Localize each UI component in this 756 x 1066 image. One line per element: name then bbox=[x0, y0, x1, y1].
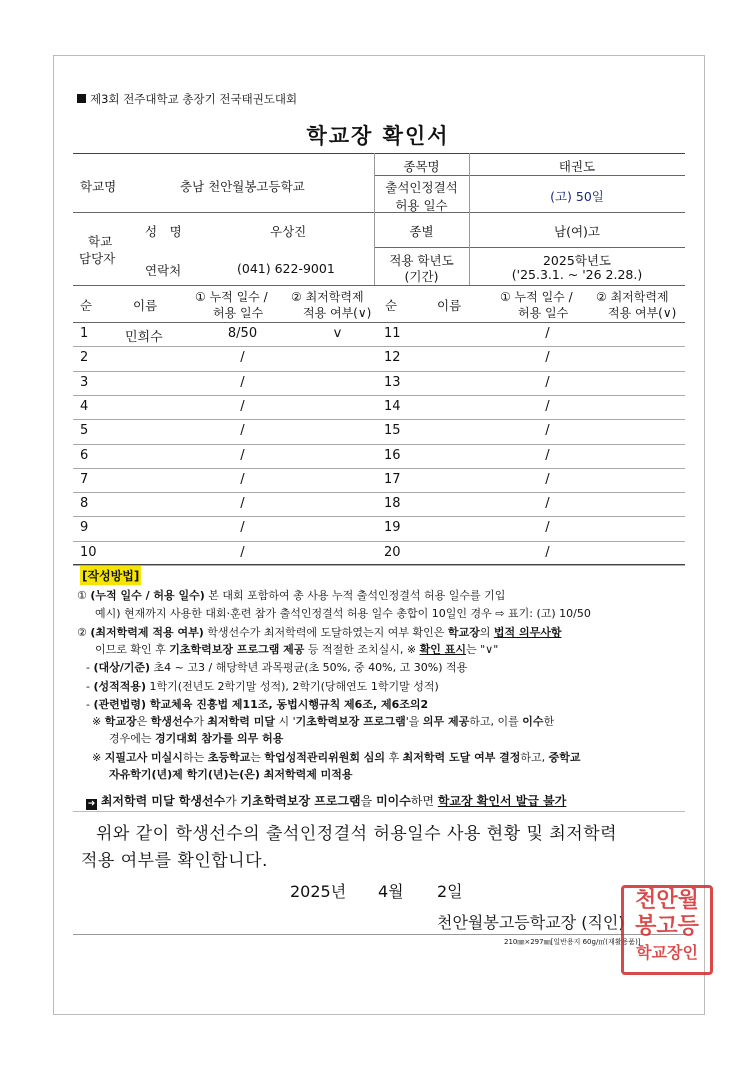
name-label: 성 명 bbox=[145, 224, 182, 239]
row-days: / bbox=[240, 398, 245, 414]
col-days-right: ① 누적 일수 / bbox=[500, 290, 573, 304]
row-number: 1 bbox=[80, 326, 89, 341]
row-days: / bbox=[240, 350, 245, 366]
event-label: 종목명 bbox=[403, 159, 440, 174]
allowed-days-label-2: 허용 일수 bbox=[395, 198, 448, 213]
rule bbox=[73, 153, 685, 154]
event-value: 태권도 bbox=[558, 159, 596, 174]
rule bbox=[73, 492, 685, 493]
row-number: 2 bbox=[80, 350, 89, 366]
row-days: / bbox=[545, 350, 550, 366]
row-days: / bbox=[240, 374, 245, 390]
gender-label: 종별 bbox=[409, 224, 434, 239]
rule bbox=[73, 371, 685, 372]
rule bbox=[73, 346, 685, 347]
page-title: 학교장 확인서 bbox=[306, 124, 450, 148]
gender-value: 남(여)고 bbox=[554, 224, 600, 239]
warning-line: ➜ 최저학력 미달 학생선수가 기초학력보장 프로그램을 미이수하면 학교장 확인서 발급 불가 bbox=[87, 794, 567, 809]
row-days: / bbox=[545, 447, 550, 463]
rule bbox=[73, 564, 685, 565]
row-number: 15 bbox=[384, 423, 401, 439]
col-min-right: ② 최저학력제 bbox=[596, 290, 669, 304]
rule bbox=[73, 541, 685, 542]
allowed-days-value: (고) 50일 bbox=[550, 189, 604, 204]
row-number: 18 bbox=[384, 496, 401, 512]
school-label: 학교명 bbox=[80, 179, 117, 194]
note-1-cont: 경우에는 경기대회 참가를 의무 허용 bbox=[109, 732, 284, 745]
row-number: 3 bbox=[80, 374, 89, 390]
col-min-left-2: 적용 여부(∨) bbox=[303, 306, 372, 320]
rule bbox=[73, 468, 685, 469]
col-days-left-2: 허용 일수 bbox=[213, 306, 264, 320]
rule bbox=[73, 285, 685, 286]
confirm-text: 위와 같이 학생선수의 출석인정결석 허용일수 사용 현황 및 최저학력 bbox=[96, 824, 618, 844]
row-number: 4 bbox=[80, 398, 89, 414]
col-no-right: 순 bbox=[385, 298, 398, 313]
contact-label: 연락처 bbox=[145, 263, 182, 278]
row-days: / bbox=[545, 520, 550, 536]
rule bbox=[73, 516, 685, 517]
row-days: / bbox=[545, 374, 550, 390]
year-label: 적용 학년도 bbox=[389, 253, 454, 268]
school-value: 충남 천안월봉고등학교 bbox=[180, 179, 305, 194]
signature-line: 천안월봉고등학교장 (직인) bbox=[437, 913, 625, 932]
method-item-1-example: 예시) 현재까지 사용한 대회·훈련 참가 출석인정결석 허용 일수 총합이 10일인 경우 ⇨ 표기: (고) 10/50 bbox=[95, 607, 591, 620]
row-number: 7 bbox=[80, 471, 89, 487]
row-days: / bbox=[240, 544, 245, 560]
rule bbox=[374, 175, 685, 176]
name-value: 우상진 bbox=[270, 224, 307, 239]
method-item-2-cont: 이므로 확인 후 기초학력보장 프로그램 제공 등 적절한 조치실시, ※ 확인 표시는 "∨" bbox=[95, 643, 499, 656]
year-value-2: ('25.3.1. ~ '26 2.28.) bbox=[511, 267, 643, 282]
date-year: 2025년 bbox=[290, 882, 347, 901]
row-number: 14 bbox=[384, 398, 401, 414]
row-days: / bbox=[545, 326, 550, 341]
rule bbox=[73, 322, 685, 323]
row-number: 12 bbox=[384, 350, 401, 366]
row-number: 20 bbox=[384, 544, 401, 560]
row-days: / bbox=[545, 544, 550, 560]
rule bbox=[73, 811, 685, 812]
row-name: 민희수 bbox=[125, 330, 163, 345]
row-days: / bbox=[545, 423, 550, 439]
row-number: 10 bbox=[80, 544, 97, 560]
note-2-cont: 자유학기(년)제 학기(년)는(은) 최저학력제 미적용 bbox=[109, 768, 353, 781]
paper-spec: 210㎜×297㎜[일반용지 60g/㎡(재활용품)] bbox=[504, 938, 641, 946]
row-number: 17 bbox=[384, 471, 401, 487]
rule bbox=[73, 419, 685, 420]
col-days-left: ① 누적 일수 / bbox=[195, 290, 268, 304]
row-days: / bbox=[240, 496, 245, 512]
red-seal-stamp: 천안월 봉고등 학교장인 bbox=[621, 885, 713, 975]
col-name-right: 이름 bbox=[437, 298, 462, 313]
row-number: 5 bbox=[80, 423, 89, 439]
method-item-1: ① (누적 일수 / 허용 일수) 본 대회 포함하여 총 사용 누적 출석인정결석 허용 일수를 기입 bbox=[77, 589, 506, 602]
row-days: / bbox=[240, 471, 245, 487]
note-1: ※ 학교장은 학생선수가 최저학력 미달 시 '기초학력보장 프로그램'을 의무 제공하고, 이를 이수한 bbox=[92, 715, 555, 728]
row-days: / bbox=[545, 398, 550, 414]
date-day: 2일 bbox=[437, 882, 463, 901]
col-min-left: ② 최저학력제 bbox=[291, 290, 364, 304]
rule bbox=[73, 565, 685, 566]
detail-grades: - (성적적용) 1학기(전년도 2학기말 성적), 2학기(당해연도 1학기말 성적) bbox=[86, 680, 439, 693]
row-days: / bbox=[545, 496, 550, 512]
method-heading: [작성방법] bbox=[80, 566, 141, 585]
row-days: / bbox=[240, 520, 245, 536]
rule bbox=[73, 934, 685, 935]
row-days: / bbox=[240, 447, 245, 463]
allowed-days-label: 출석인정결석 bbox=[385, 180, 458, 195]
col-min-right-2: 적용 여부(∨) bbox=[608, 306, 677, 320]
note-2: ※ 지필고사 미실시하는 초등학교는 학업성적관리위원회 심의 후 최저학력 도달 여부 결정하고, 중학교 bbox=[92, 751, 581, 764]
row-number: 19 bbox=[384, 520, 401, 536]
event-header bbox=[77, 91, 297, 107]
detail-law: - (관련법령) 학교체육 진흥법 제11조, 동법시행규칙 제6조, 제6조의2 bbox=[86, 698, 429, 711]
col-name-left: 이름 bbox=[133, 298, 158, 313]
detail-target: - (대상/기준) 초4 ~ 고3 / 해당학년 과목평균(초 50%, 중 40%, 고 30%) 적용 bbox=[86, 661, 468, 674]
rule bbox=[374, 247, 685, 248]
year-label-2: (기간) bbox=[404, 269, 439, 284]
event-header-text: 제3회 전주대학교 총장기 전국태권도대회 bbox=[90, 92, 298, 106]
col-no-left: 순 bbox=[80, 298, 93, 313]
manager-label: 학교 bbox=[88, 234, 113, 249]
manager-label-2: 담당자 bbox=[79, 251, 116, 266]
method-item-2: ② (최저학력제 적용 여부) 학생선수가 최저학력에 도달하였는지 여부 확인은 학교장의 법적 의무사항 bbox=[77, 626, 562, 639]
row-days: / bbox=[545, 471, 550, 487]
date-month: 4월 bbox=[378, 882, 404, 901]
row-days: 8/50 bbox=[227, 326, 258, 341]
contact-value: (041) 622-9001 bbox=[237, 261, 335, 276]
confirm-text-2: 적용 여부를 확인합니다. bbox=[81, 851, 268, 871]
row-number: 6 bbox=[80, 447, 89, 463]
black-square-icon bbox=[77, 94, 86, 103]
row-number: 8 bbox=[80, 496, 89, 512]
year-value: 2025학년도 bbox=[542, 253, 612, 268]
arrow-box-icon: ➜ bbox=[87, 799, 96, 809]
row-days: / bbox=[240, 423, 245, 439]
row-number: 16 bbox=[384, 447, 401, 463]
rule bbox=[73, 444, 685, 445]
row-number: 9 bbox=[80, 520, 89, 536]
row-number: 11 bbox=[384, 326, 401, 341]
col-days-right-2: 허용 일수 bbox=[518, 306, 569, 320]
row-applied: v bbox=[333, 326, 342, 341]
rule bbox=[73, 395, 685, 396]
row-number: 13 bbox=[384, 374, 401, 390]
